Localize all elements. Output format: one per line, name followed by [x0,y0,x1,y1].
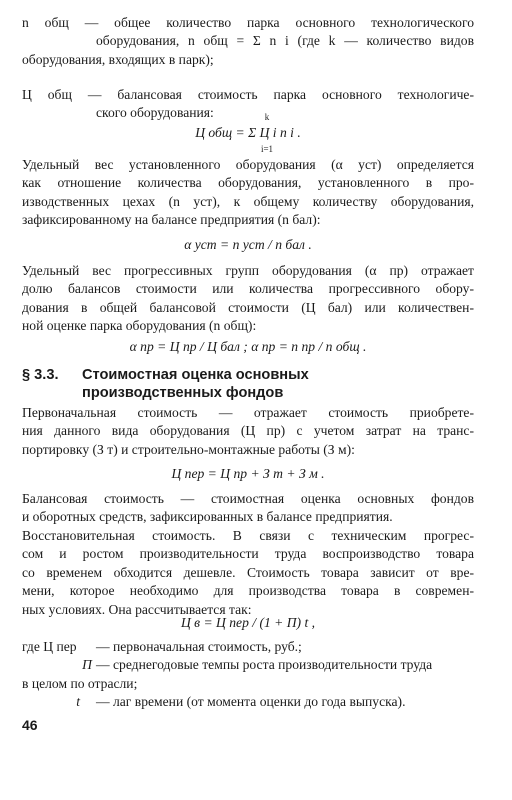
variable-key: П [82,657,92,673]
definition-row [22,693,474,711]
variable-text: — лаг времени (от момента оценки до года выпуска). [96,694,406,710]
variable-key: где Ц пер [22,639,77,654]
text-line: оборудования, n общ = Σ n i (где k — количество видов [96,33,474,49]
section-number: § 3.3. [22,367,59,383]
text-line: ной оценке парка оборудования (n общ): [22,318,257,334]
formula-progressive-share: α пр = Ц пр / Ц бал ; α пр = n пр / n общ . [129,339,367,354]
text-line: ского оборудования: [96,105,214,121]
text-line: Балансовая стоимость — стоимостная оценка основных фондов [22,491,474,506]
text-line: сом и ростом производительности труда воспроизводство товара [22,546,474,562]
formula-replacement-cost: Ц в = Ц пер / (1 + П) t , [180,615,316,630]
formula-installed-share: α уст = n уст / n бал . [184,237,312,252]
text-line: зафиксированному на балансе предприятия (n бал): [22,212,321,228]
paragraph-progressive-share [22,262,474,336]
text-line: Удельный вес установленного оборудования (α уст) определяется [22,157,474,172]
paragraph-initial-cost [22,404,474,459]
text-line: со временем обходится дешевле. Стоимость товара зависит от вре- [22,564,474,580]
text-line: Удельный вес прогрессивных групп оборудования (α пр) отражает [22,263,474,278]
variable-text: — среднегодовые темпы роста производительности труда [96,657,433,673]
text-line: ных условиях. Она рассчитывается так: [22,601,252,617]
formula-text: Ц общ = Σ Ц i n i . [195,125,301,140]
section-heading [22,366,474,402]
variable-text: в целом по отрасли; [22,675,138,691]
paragraph-balance-cost [22,490,474,527]
paragraph-replacement-cost [22,527,474,619]
section-title: Стоимостная оценка основных [82,367,309,383]
definition-row [22,656,474,674]
section-title-continued: производственных фондов [82,385,284,401]
definition-n-total [22,14,474,69]
variable-definitions [22,638,474,712]
text-line: дования в общей балансовой стоимости (Ц бал) или количествен- [22,299,474,315]
text-line: мени, которое необходимо для производства товара в современ- [22,583,474,599]
text-line: ния данного вида оборудования (Ц пр) с учетом затрат на транс- [22,423,474,439]
definition-row [22,638,474,656]
variable-text: — первоначальная стоимость, руб.; [96,639,302,654]
text-line: долю балансов стоимости или количества прогрессивного обору- [22,281,474,297]
sum-lower-limit: i=1 [260,144,274,154]
text-line: Восстановительная стоимость. В связи с техническим прогрес- [22,528,474,543]
text-line: изводственных цехах (n уст), к общему количеству оборудования, [22,193,474,209]
formula-sum [22,124,474,142]
paragraph-installed-share [22,156,474,230]
text-line: Ц общ — балансовая стоимость парка основного технологиче- [22,87,474,102]
definition-row [22,675,474,693]
text-line: как отношение количества оборудования, установленного в про- [22,175,474,191]
formula-initial-cost: Ц пер = Ц пр + З т + З м . [171,466,325,481]
variable-key: t [76,694,80,710]
page-number: 46 [22,717,38,733]
text-line: Первоначальная стоимость — отражает стоимость приобрете- [22,405,474,420]
text-line: n общ — общее количество парка основного технологического [22,15,474,30]
text-line: оборудования, входящих в парк); [22,51,214,67]
text-line: и оборотных средств, зафиксированных в балансе предприятия. [22,509,393,525]
text-line: портировку (З т) и строительно-монтажные работы (З м): [22,441,355,457]
sum-upper-limit: k [264,112,270,122]
